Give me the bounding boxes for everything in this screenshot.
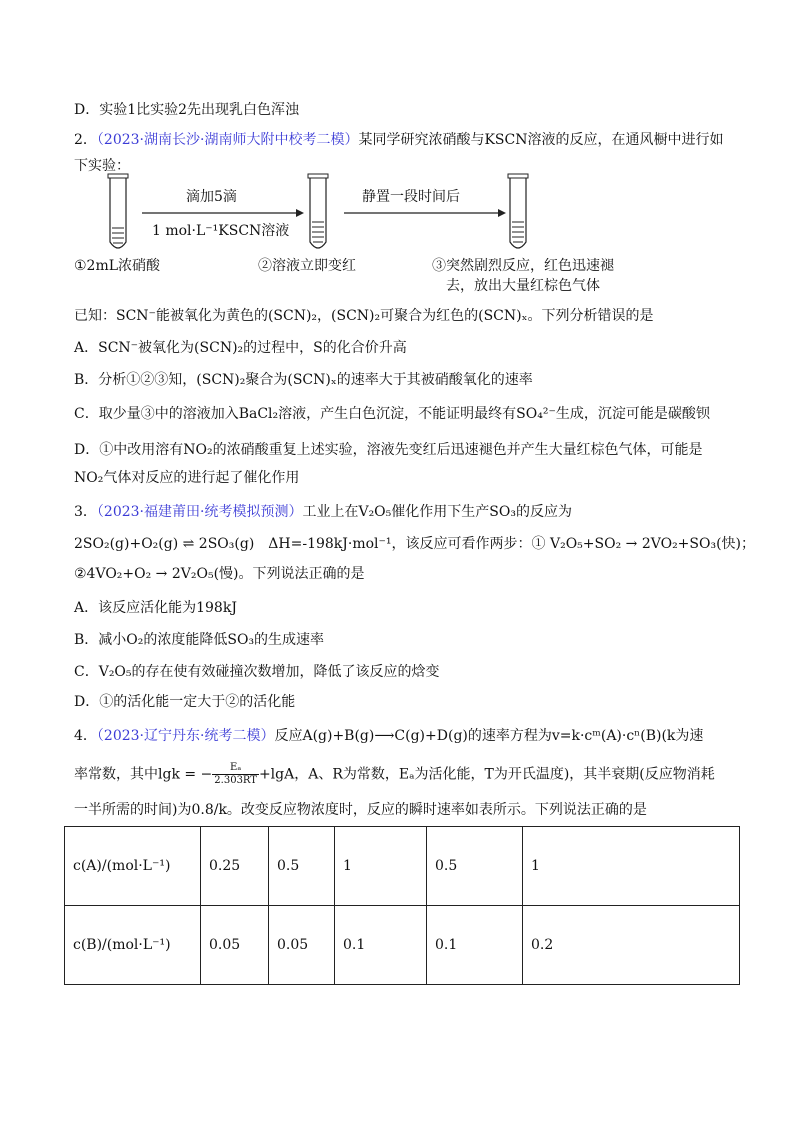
test-tube-1-icon — [100, 172, 136, 258]
q4-stem-text: 反应A(g)+B(g)⟶C(g)+D(g)的速率方程为v=k·cᵐ(A)·cⁿ(B)(k为速 — [274, 728, 704, 744]
q4-fraction-denominator: 2.303RT — [214, 775, 257, 786]
q3-stem-line1 — [74, 502, 572, 522]
q2-stem-line2: 下实验： — [74, 158, 130, 174]
q1-option-d: D．实验1比实验2先出现乳白色浑浊 — [74, 102, 300, 118]
arrow-1-icon — [142, 207, 306, 219]
q4-number: 4． — [74, 728, 97, 744]
table-cell: 0.5 — [427, 827, 523, 906]
q2-source: （2023·湖南长沙·湖南师大附中校考二模） — [96, 132, 359, 148]
q2-number: 2． — [74, 132, 97, 148]
table-row-label: c(B)/(mol·L⁻¹) — [65, 906, 201, 985]
q3-equation-line2: ②4VO₂+O₂ → 2V₂O₅(慢)。下列说法正确的是 — [74, 566, 365, 582]
table-cell: 0.1 — [427, 906, 523, 985]
rate-table — [64, 826, 740, 985]
table-cell: 0.1 — [335, 906, 427, 985]
arrow-2-icon — [344, 207, 508, 219]
table-row — [65, 906, 740, 985]
q4-fraction-numerator: Eₐ — [212, 762, 259, 775]
q3-option-d: D．①的活化能一定大于②的活化能 — [74, 694, 296, 710]
test-tube-2-icon — [300, 172, 336, 258]
tube-1-caption: ①2mL浓硝酸 — [74, 258, 161, 274]
q4-stem-line2-a: 率常数，其中lgk = − — [74, 766, 213, 783]
q4-fraction — [212, 762, 259, 787]
q2-known: 已知：SCN⁻能被氧化为黄色的(SCN)₂，(SCN)₂可聚合为红色的(SCN)ₓ。下列分析错误的是 — [74, 308, 654, 324]
q2-option-a: A．SCN⁻被氧化为(SCN)₂的过程中，S的化合价升高 — [74, 340, 407, 356]
q4-stem-line2 — [74, 762, 715, 787]
table-cell: 0.25 — [201, 827, 269, 906]
arrow-1-top-label: 滴加5滴 — [186, 189, 237, 205]
table-cell: 1 — [523, 827, 740, 906]
q3-option-b: B．减小O₂的浓度能降低SO₃的生成速率 — [74, 632, 325, 648]
q3-stem-text: 工业上在V₂O₅催化作用下生产SO₃的反应为 — [302, 504, 572, 520]
q2-option-c: C．取少量③中的溶液加入BaCl₂溶液，产生白色沉淀，不能证明最终有SO₄²⁻生成，沉淀可能是碳酸钡 — [74, 406, 710, 422]
q3-option-c: C．V₂O₅的存在使有效碰撞次数增加，降低了该反应的焓变 — [74, 664, 440, 680]
table-row-label: c(A)/(mol·L⁻¹) — [65, 827, 201, 906]
tube-3-caption-line1: ③突然剧烈反应，红色迅速褪 — [432, 258, 614, 274]
arrow-2-top-label: 静置一段时间后 — [362, 189, 460, 205]
table-cell: 0.5 — [269, 827, 335, 906]
test-tube-3-icon — [500, 172, 536, 258]
q3-equation: 2SO₂(g)+O₂(g) ⇌ 2SO₃(g) ΔH=-198kJ·mol⁻¹，该反应可看作两步：① V₂O₅+SO₂ → 2VO₂+SO₃(快)； — [74, 536, 756, 552]
q4-stem-line2-b: +lgA，A、R为常数，Eₐ为活化能，T为开氏温度)，其半衰期(反应物消耗 — [258, 766, 715, 783]
q2-option-b: B．分析①②③知，(SCN)₂聚合为(SCN)ₓ的速率大于其被硝酸氧化的速率 — [74, 372, 533, 388]
q4-stem-line1 — [74, 726, 703, 746]
q2-stem-text: 某同学研究浓硝酸与KSCN溶液的反应，在通风橱中进行如 — [358, 132, 724, 148]
table-cell: 0.05 — [201, 906, 269, 985]
q4-source: （2023·辽宁丹东·统考二模） — [96, 728, 275, 744]
table-row — [65, 827, 740, 906]
q3-source: （2023·福建莆田·统考模拟预测） — [96, 504, 303, 520]
q3-option-a: A．该反应活化能为198kJ — [74, 600, 237, 616]
q3-number: 3． — [74, 504, 97, 520]
table-cell: 0.2 — [523, 906, 740, 985]
tube-3-caption-line2: 去，放出大量红棕色气体 — [446, 278, 600, 294]
table-cell: 1 — [335, 827, 427, 906]
q2-option-d-line1: D．①中改用溶有NO₂的浓硝酸重复上述实验，溶液先变红后迅速褪色并产生大量红棕色气体，可能是 — [74, 442, 703, 458]
arrow-1-bottom-label: 1 mol·L⁻¹KSCN溶液 — [152, 223, 290, 239]
q2-option-d-line2: NO₂气体对反应的进行起了催化作用 — [74, 470, 300, 486]
table-cell: 0.05 — [269, 906, 335, 985]
q4-stem-line3: 一半所需的时间)为0.8/k。改变反应物浓度时，反应的瞬时速率如表所示。下列说法正确的是 — [74, 802, 647, 818]
tube-2-caption: ②溶液立即变红 — [258, 258, 356, 274]
q2-stem-line1 — [74, 130, 723, 150]
